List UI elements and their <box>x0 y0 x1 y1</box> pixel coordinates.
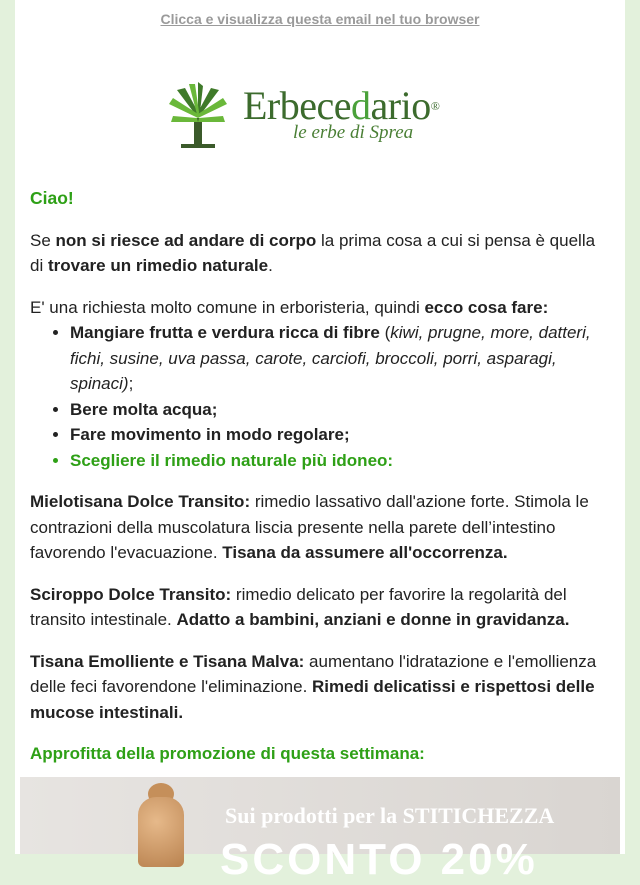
list-item: • Mangiare frutta e verdura ricca di fibre (kiwi, prugne, more, datteri, fichi, susine, uva passa, carote, carciofi, broccoli, porri, asparagi, spinaci); <box>70 320 610 397</box>
paragraph-tisana: Tisana Emolliente e Tisana Malva: aumentano l'idratazione e l'emollienza delle feci favorendone l'eliminazione. Rimedi delicatissi e rispettosi delle mucose intestinali. <box>30 651 597 722</box>
jar-icon <box>138 797 184 867</box>
view-in-browser-link[interactable]: Clicca e visualizza questa email nel tuo browser <box>160 11 480 27</box>
banner-discount: SCONTO 20% <box>220 835 538 884</box>
greeting: Ciao! <box>30 188 74 208</box>
brand-name: Erbecedario® <box>243 83 440 128</box>
email-container <box>15 0 625 884</box>
promo-heading: Approfitta della promozione di questa settimana: <box>30 744 425 763</box>
promo-banner[interactable] <box>20 777 620 884</box>
paragraph-intro: Se non si riesce ad andare di corpo la prima cosa a cui si pensa è quella di trovare un rimedio naturale. <box>30 230 596 275</box>
paragraph-sciroppo: Sciroppo Dolce Transito: rimedio delicato per favorire la regolarità del transito intestinale. Adatto a bambini, anziani e donne in gravidanza. <box>30 584 570 629</box>
brand-tagline: le erbe di Sprea <box>293 122 414 143</box>
advice-list <box>30 320 610 473</box>
list-item: • Bere molta acqua; <box>70 397 610 423</box>
erbecedario-logo[interactable] <box>167 80 477 152</box>
list-item: • Scegliere il rimedio naturale più idoneo: <box>70 448 610 474</box>
herb-plant-icon <box>167 82 229 152</box>
paragraph-mielotisana: Mielotisana Dolce Transito: rimedio lassativo dall'azione forte. Stimola le contrazioni della muscolatura liscia presente nella parete dell’intestino favorendo l'evacuazione. Tisana da assumere all'occorrenza. <box>30 492 589 562</box>
email-body <box>30 186 610 783</box>
list-item: • Fare movimento in modo regolare; <box>70 422 610 448</box>
paragraph-advice: E' una richiesta molto comune in erboristeria, quindi ecco cosa fare: <box>30 297 549 317</box>
banner-headline: Sui prodotti per la STITICHEZZA <box>225 803 555 828</box>
